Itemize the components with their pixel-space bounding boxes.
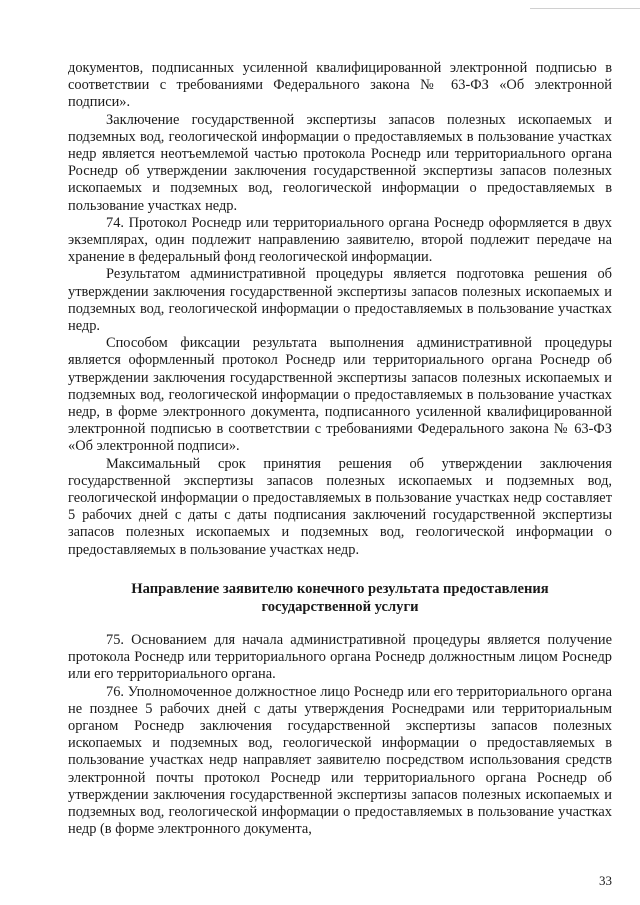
- paragraph-item-75: 75. Основанием для начала административной процедуры является получение протокола Роснедр или территориального органа Роснедр должностным лицом Роснедр или его территориального органа.: [68, 632, 612, 683]
- paragraph-conclusion: Заключение государственной экспертизы запасов полезных ископаемых и подземных вод, геологической информации о предоставляемых в пользование участках недр является неотъемлемой частью протокола Роснедр или территориального органа Роснедр об утверждении заключения государственной экспертизы запасов полезных ископаемых и подземных вод, геологической информации о предоставляемых в пользование участках недр.: [68, 111, 612, 214]
- scan-edge-mark: [530, 0, 640, 9]
- body-text-top: [68, 60, 612, 559]
- section-heading-line-2: государственной услуги: [261, 599, 419, 615]
- page-number: 33: [599, 873, 612, 888]
- paragraph-item-76: 76. Уполномоченное должностное лицо Роснедр или его территориального органа не позднее 5 рабочих дней с даты утверждения Роснедрами или территориальным органом Роснедр заключения государственной экспертизы запасов полезных ископаемых и подземных вод, геологической информации о предоставляемых в пользование участках недр направляет заявителю посредством использования средств электронной почты протокол Роснедр или территориального органа Роснедр об утверждении заключения государственной экспертизы запасов полезных ископаемых и подземных вод, геологической информации о предоставляемых в пользование участках недр (в форме электронного документа,: [68, 683, 612, 838]
- section-heading: [68, 580, 612, 616]
- paragraph-fixation-method: Способом фиксации результата выполнения административной процедуры является оформленный протокол Роснедр или территориального органа Роснедр об утверждении заключения государственной экспертизы запасов полезных ископаемых и подземных вод, геологической информации о предоставляемых в пользование участках недр, в форме электронного документа, подписанного усиленной квалифицированной электронной подписью в соответствии с требованиями Федерального закона № 63-ФЗ «Об электронной подписи».: [68, 335, 612, 455]
- section-heading-line-1: Направление заявителю конечного результата предоставления: [131, 581, 549, 597]
- body-text-bottom: [68, 632, 612, 838]
- paragraph-result: Результатом административной процедуры является подготовка решения об утверждении заключения государственной экспертизы запасов полезных ископаемых и подземных вод, геологической информации о предоставляемых в пользование участках недр.: [68, 266, 612, 335]
- paragraph-max-term: Максимальный срок принятия решения об утверждении заключения государственной экспертизы запасов полезных ископаемых и подземных вод, геологической информации о предоставляемых в пользование участках недр составляет 5 рабочих дней с даты с даты подписания заключений государственной экспертизы запасов полезных ископаемых и подземных вод, геологической информации о предоставляемых в пользование участках недр.: [68, 455, 612, 558]
- paragraph-item-74: 74. Протокол Роснедр или территориального органа Роснедр оформляется в двух экземплярах, один подлежит направлению заявителю, второй подлежит передаче на хранение в федеральный фонд геологической информации.: [68, 214, 612, 266]
- paragraph-continuation: документов, подписанных усиленной квалифицированной электронной подписью в соответствии с требованиями Федерального закона № 63-ФЗ «Об электронной подписи».: [68, 60, 612, 111]
